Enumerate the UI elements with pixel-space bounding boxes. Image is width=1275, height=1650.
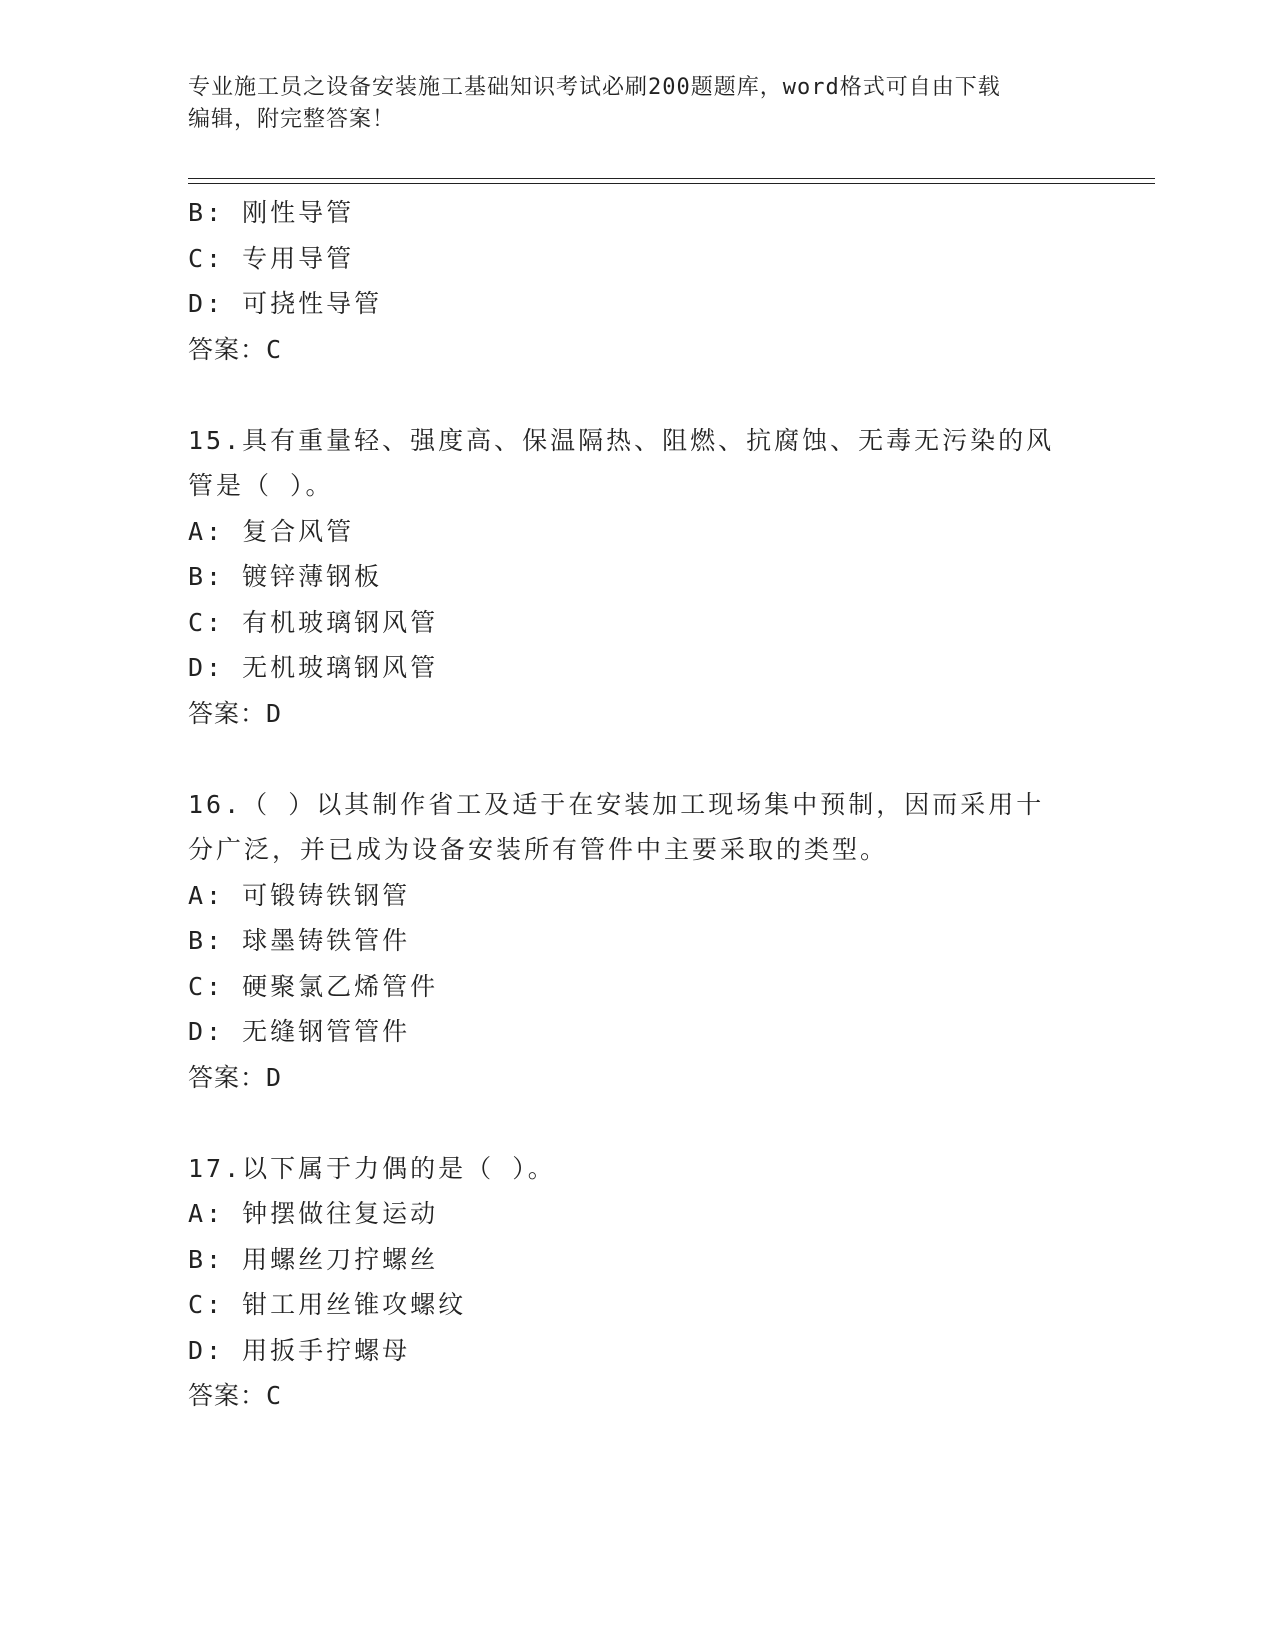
option-d: D: 可挠性导管 — [188, 289, 383, 318]
answer-line: 答案：C — [188, 334, 283, 364]
option-b: B: 用螺丝刀拧螺丝 — [188, 1244, 439, 1274]
option-d: D: 用扳手拧螺母 — [188, 1335, 411, 1365]
option-d: D: 无缝钢管管件 — [188, 1017, 411, 1046]
header-line-1: 专业施工员之设备安装施工基础知识考试必刷200题题库，word格式可自由下载 — [188, 75, 1001, 100]
option-c: C: 钳工用丝锥攻螺纹 — [188, 1290, 467, 1319]
option-b: B: 镀锌薄钢板 — [188, 562, 383, 591]
option-c: C: 专用导管 — [188, 243, 355, 273]
answer-line: 答案：C — [188, 1381, 283, 1410]
question-stem: 管是（ ）。 — [188, 471, 334, 500]
spacer — [188, 1100, 1088, 1146]
document-header — [188, 72, 1068, 136]
header-divider-bottom — [188, 183, 1155, 184]
option-a: A: 复合风管 — [188, 516, 355, 546]
question-17 — [188, 1146, 1088, 1419]
question-stem: 分广泛，并已成为设备安装所有管件中主要采取的类型。 — [188, 835, 889, 864]
spacer — [188, 372, 1088, 418]
question-16 — [188, 782, 1088, 1101]
option-c: C: 有机玻璃钢风管 — [188, 607, 439, 637]
option-a: A: 钟摆做往复运动 — [188, 1199, 439, 1228]
spacer — [188, 736, 1088, 782]
question-list — [188, 190, 1088, 1419]
question-14-continued — [188, 190, 1088, 372]
answer-line: 答案：D — [188, 1062, 283, 1092]
question-15 — [188, 418, 1088, 737]
option-b: B: 刚性导管 — [188, 198, 355, 227]
question-stem: 16.（ ）以其制作省工及适于在安装加工现场集中预制，因而采用十 — [188, 789, 1045, 819]
question-stem: 15.具有重量轻、强度高、保温隔热、阻燃、抗腐蚀、无毒无污染的风 — [188, 425, 1055, 455]
option-d: D: 无机玻璃钢风管 — [188, 653, 439, 682]
option-c: C: 硬聚氯乙烯管件 — [188, 971, 439, 1001]
header-line-2: 编辑，附完整答案！ — [188, 107, 396, 132]
option-b: B: 球墨铸铁管件 — [188, 926, 411, 955]
header-divider-top — [188, 178, 1155, 179]
option-a: A: 可锻铸铁钢管 — [188, 880, 411, 910]
answer-line: 答案：D — [188, 698, 283, 728]
question-stem: 17.以下属于力偶的是（ ）。 — [188, 1153, 556, 1183]
